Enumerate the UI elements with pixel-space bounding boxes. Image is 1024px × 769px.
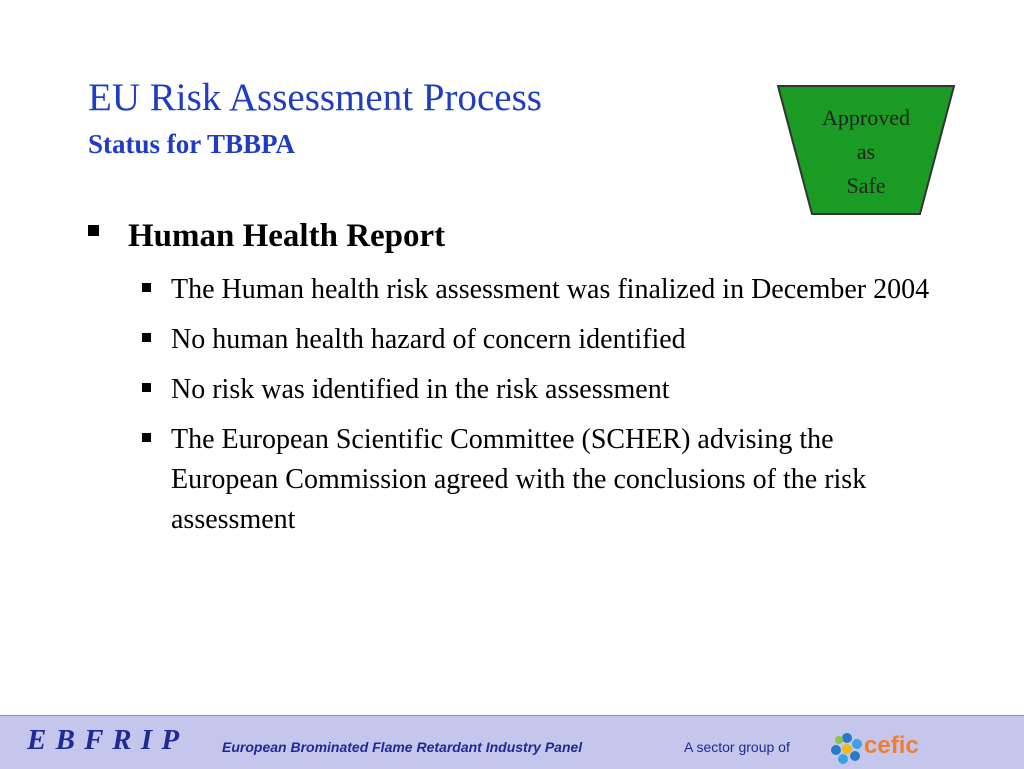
sub-bullet-text: The Human health risk assessment was finalized in December 2004 xyxy=(171,274,930,305)
sub-bullet-list xyxy=(140,270,940,550)
sub-bullet-text: The European Scientific Committee (SCHER) advising the European Commission agreed with the conclusions of the risk assessment xyxy=(171,424,867,535)
footer-bar xyxy=(0,715,1024,769)
badge-line-safe: Safe xyxy=(846,173,886,198)
panel-name: European Brominated Flame Retardant Industry Panel xyxy=(222,739,583,755)
cefic-wordmark: cefic xyxy=(864,732,919,759)
cefic-logo xyxy=(830,731,922,765)
sector-group-text: A sector group of xyxy=(684,739,790,755)
cefic-flower-logo-icon xyxy=(830,731,864,765)
square-bullet-icon xyxy=(142,433,151,442)
square-bullet-icon xyxy=(142,333,151,342)
sub-bullet-item xyxy=(140,420,940,540)
slide-title: EU Risk Assessment Process xyxy=(88,76,542,119)
ebfrip-logo: E B F R I P xyxy=(27,724,181,756)
badge-line-as: as xyxy=(856,139,876,164)
main-bullet-text: Human Health Report xyxy=(128,218,446,254)
sub-bullet-text: No human health hazard of concern identified xyxy=(171,324,686,355)
sub-bullet-text: No risk was identified in the risk assessment xyxy=(171,374,670,405)
square-bullet-icon xyxy=(142,383,151,392)
sub-bullet-item xyxy=(140,370,940,410)
slide-subtitle: Status for TBBPA xyxy=(88,129,296,159)
sub-bullet-item xyxy=(140,320,940,360)
sub-bullet-item xyxy=(140,270,940,310)
badge-line-approved: Approved xyxy=(822,105,910,130)
square-bullet-icon xyxy=(142,283,151,292)
square-bullet-icon xyxy=(88,225,99,236)
